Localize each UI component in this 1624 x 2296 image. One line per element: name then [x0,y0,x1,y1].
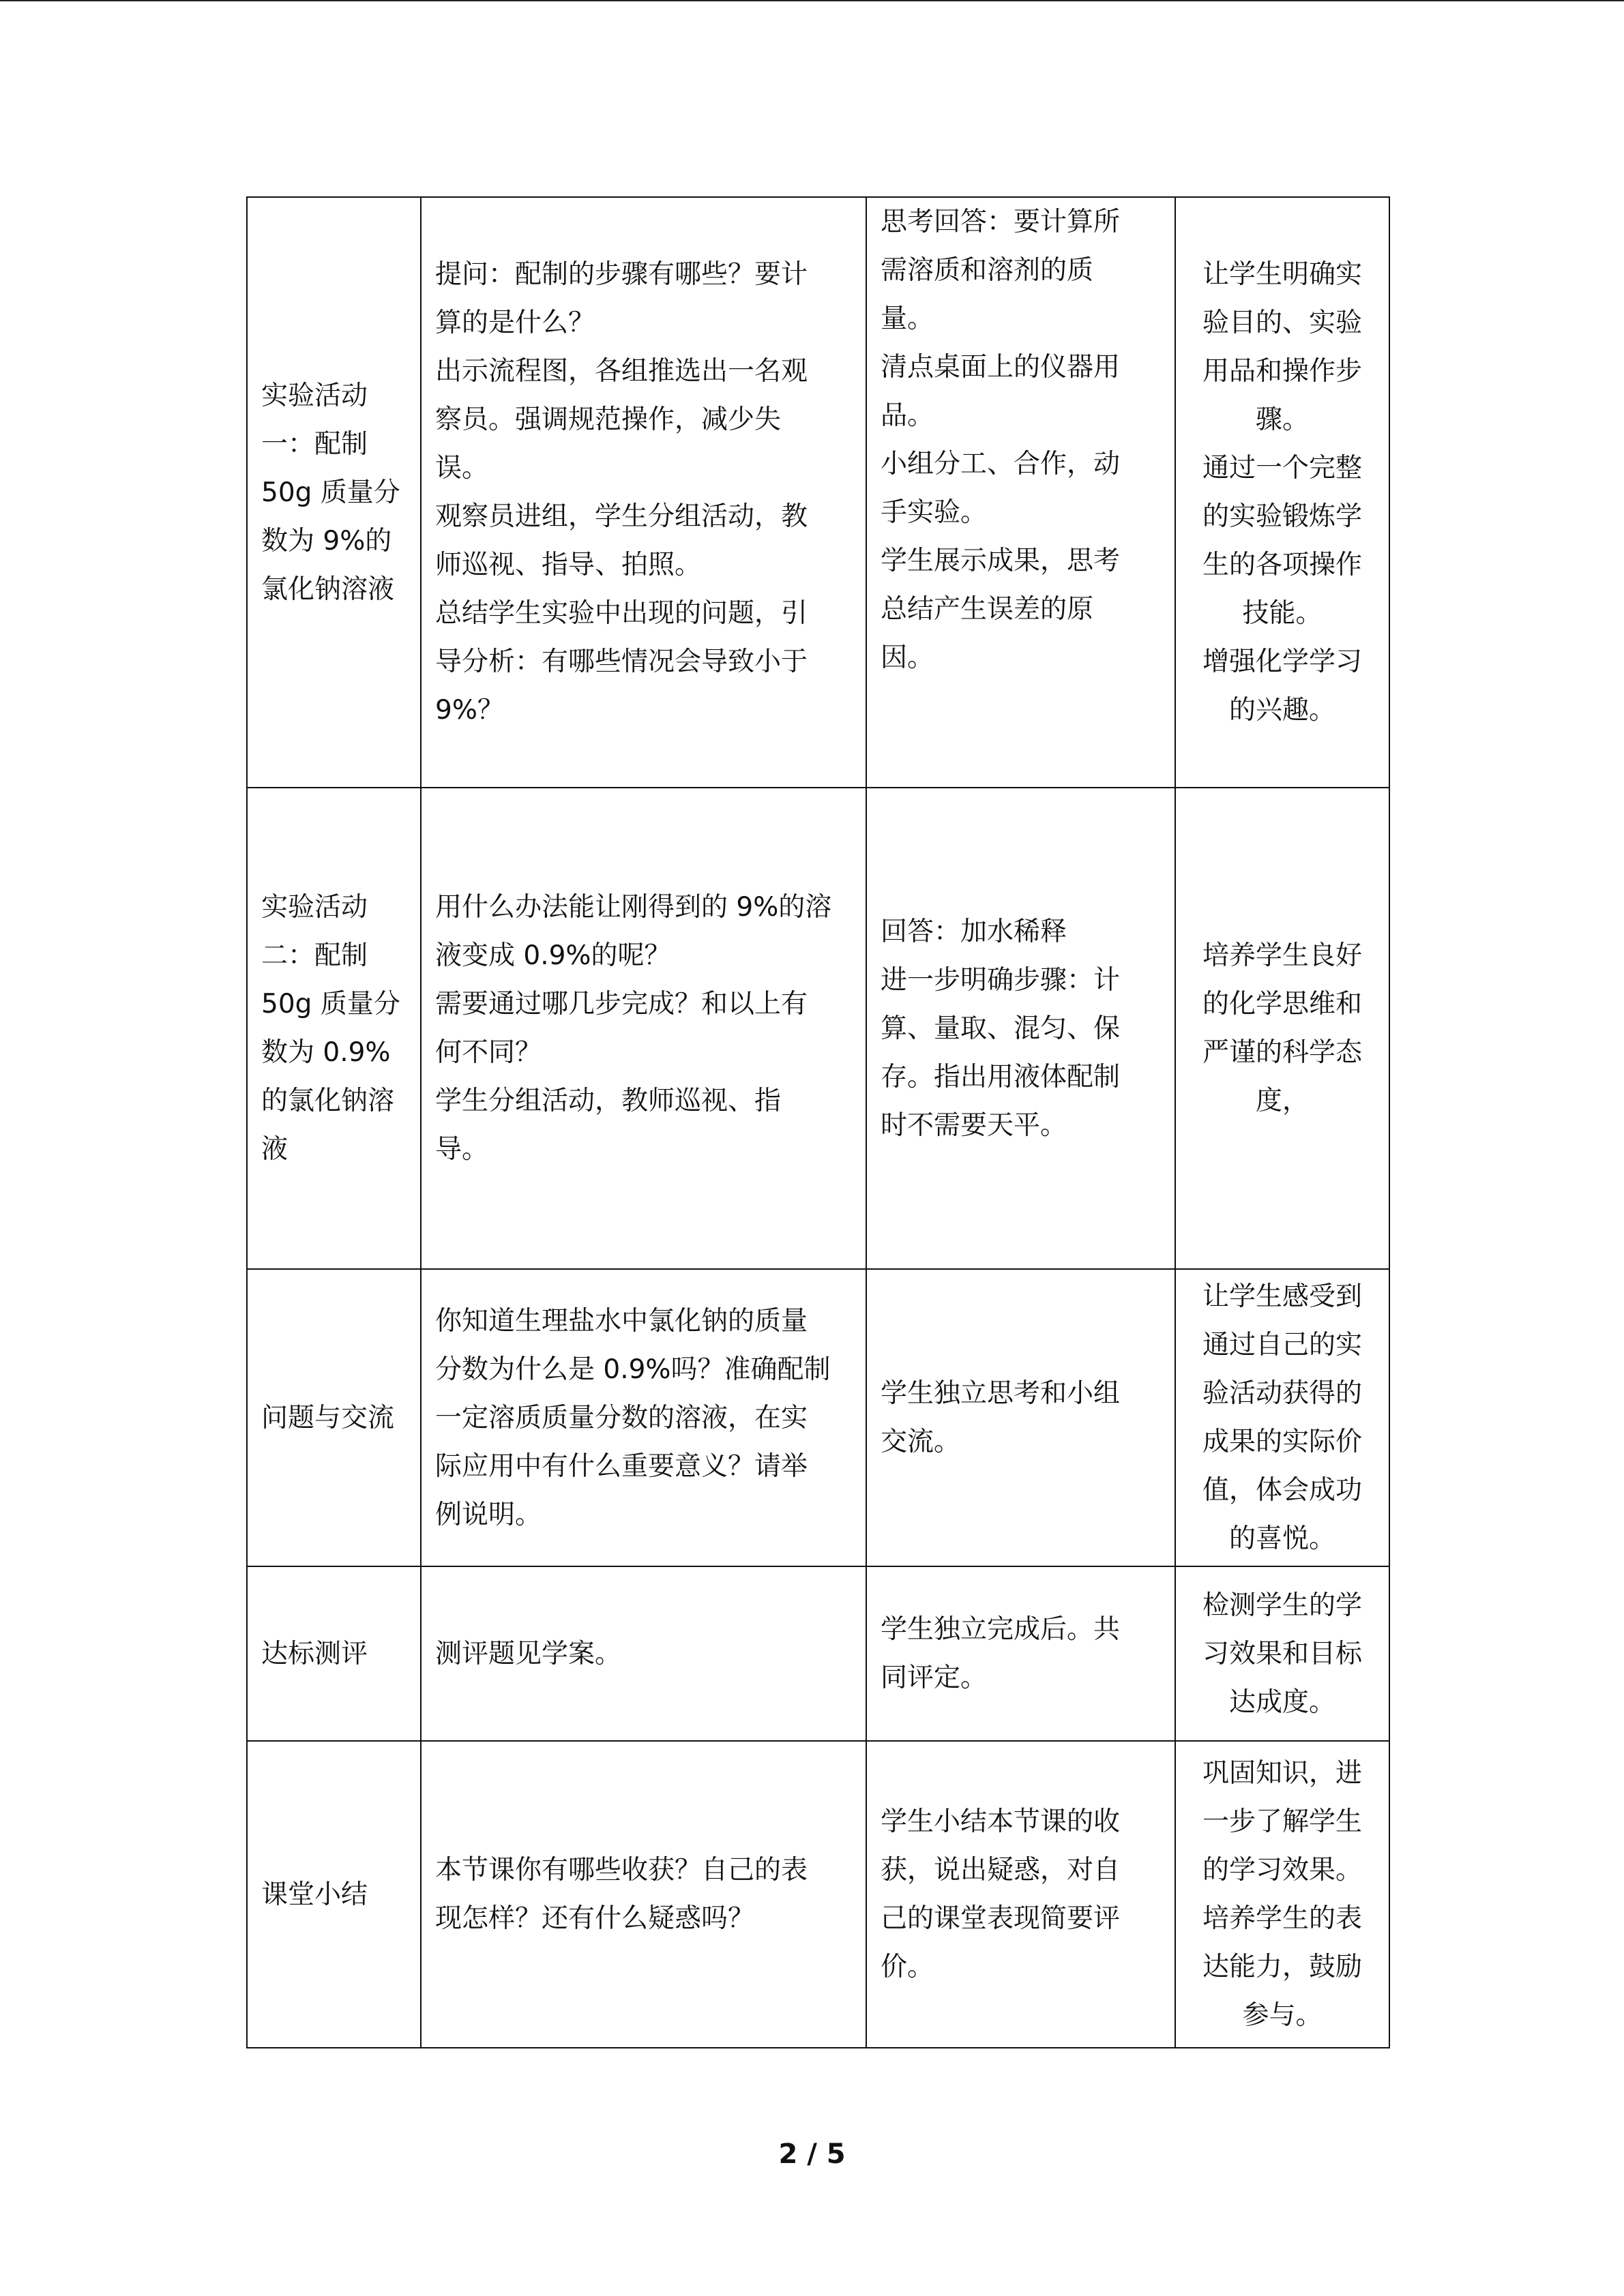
cell-text-line: 本节课你有哪些收获？自己的表 [435,1855,808,1885]
cell-text-line: 需要通过哪几步完成？和以上有 [435,989,808,1019]
student-activity-cell [866,1269,1175,1566]
cell-text-line: 导。 [435,1134,489,1165]
cell-text-line: 的兴趣。 [1228,695,1335,726]
cell-text-line: 液变成 0.9%的呢？ [435,940,671,971]
activity-cell [247,1566,421,1741]
lesson-plan-table [246,196,1390,2048]
cell-text-line: 实验活动 [261,892,368,923]
cell-text-line: 算、量取、混匀、保 [881,1013,1121,1044]
cell-text-line: 让学生感受到 [1202,1281,1362,1312]
cell-text-line: 的氯化钠溶 [261,1086,395,1116]
cell-text-line: 师巡视、指导、拍照。 [435,550,702,580]
cell-text-line: 参与。 [1242,2000,1323,2031]
student-activity-cell [866,197,1175,788]
cell-text-line: 品。 [881,400,934,431]
cell-text-line: 一定溶质质量分数的溶液，在实 [435,1402,808,1433]
cell-text-line: 思考回答：要计算所 [881,207,1121,237]
cell-text-line: 成果的实际价 [1202,1427,1362,1457]
cell-text-line: 交流。 [881,1427,961,1457]
cell-text-line: 增强化学学习 [1202,646,1362,677]
cell-text-line: 总结产生误差的原 [881,594,1094,625]
student-activity-cell [866,1566,1175,1741]
cell-text-line: 验目的、实验 [1202,308,1362,338]
cell-text-line: 获，说出疑惑，对自 [881,1855,1121,1885]
cell-text-line: 的学习效果。 [1202,1855,1362,1885]
cell-text-line: 导分析：有哪些情况会导致小于 [435,646,808,677]
cell-text-line: 课堂小结 [261,1879,368,1910]
cell-text-line: 问题与交流 [261,1402,395,1433]
design-intent-cell [1175,1269,1389,1566]
cell-text-line: 生的各项操作 [1202,550,1362,580]
cell-text-line: 检测学生的学 [1202,1590,1362,1621]
activity-cell [247,1269,421,1566]
cell-text-line: 的实验锻炼学 [1202,501,1362,532]
table-row [247,1269,1389,1566]
teacher-activity-cell [421,788,866,1269]
cell-text-line: 的化学思维和 [1202,989,1362,1019]
cell-text-line: 达标测评 [261,1638,368,1669]
cell-text-line: 培养学生的表 [1202,1903,1362,1934]
cell-text-line: 骤。 [1255,404,1309,435]
teacher-activity-cell [421,197,866,788]
design-intent-cell [1175,788,1389,1269]
cell-text-line: 技能。 [1242,598,1323,629]
cell-text-line: 学生小结本节课的收 [881,1806,1121,1837]
cell-text-line: 通过自己的实 [1202,1330,1362,1360]
cell-text-line: 观察员进组，学生分组活动，教 [435,501,808,532]
cell-text-line: 你知道生理盐水中氯化钠的质量 [435,1305,808,1337]
student-activity-cell [866,1741,1175,2048]
design-intent-cell [1175,1741,1389,2048]
cell-text-line: 己的课堂表现简要评 [881,1903,1121,1934]
teacher-activity-cell [421,1269,866,1566]
cell-text-line: 习效果和目标 [1202,1638,1362,1669]
cell-text-line: 数为 0.9% [261,1037,391,1068]
cell-text-line: 巩固知识，进 [1202,1758,1362,1789]
design-intent-cell [1175,197,1389,788]
cell-text-line: 手实验。 [881,497,988,528]
cell-text-line: 分数为什么是 0.9%吗？准确配制 [435,1354,831,1385]
page-top-border [0,0,1624,1]
cell-text-line: 通过一个完整 [1202,453,1362,483]
cell-text-line: 价。 [881,1952,934,1982]
cell-text-line: 数为 9%的 [261,525,392,556]
cell-text-line: 回答：加水稀释 [881,916,1067,947]
activity-cell [247,197,421,788]
cell-text-line: 用品和操作步 [1202,356,1362,387]
cell-text-line: 量。 [881,303,934,334]
cell-text-line: 实验活动 [261,380,368,411]
cell-text-line: 同评定。 [881,1663,988,1693]
table-row [247,788,1389,1269]
cell-text-line: 总结学生实验中出现的问题，引 [435,598,808,629]
cell-text-line: 用什么办法能让刚得到的 9%的溶 [435,892,832,923]
cell-text-line: 度， [1255,1086,1309,1116]
cell-text-line: 察员。强调规范操作，减少失 [435,404,782,435]
cell-text-line: 算的是什么？ [435,308,595,338]
table-row [247,1566,1389,1741]
teacher-activity-cell [421,1566,866,1741]
cell-text-line: 让学生明确实 [1202,259,1362,290]
cell-text-line: 例说明。 [435,1499,542,1530]
design-intent-cell [1175,1566,1389,1741]
cell-text-line: 存。指出用液体配制 [881,1061,1121,1092]
cell-text-line: 提问：配制的步骤有哪些？要计 [435,259,808,290]
cell-text-line: 测评题见学案。 [435,1638,622,1669]
cell-text-line: 培养学生良好 [1202,940,1362,971]
teacher-activity-cell [421,1741,866,2048]
cell-text-line: 一：配制 [261,428,368,460]
cell-text-line: 出示流程图，各组推选出一名观 [435,356,808,387]
cell-text-line: 小组分工、合作，动 [881,449,1121,479]
cell-text-line: 达能力，鼓励 [1202,1952,1362,1982]
cell-text-line: 值，体会成功 [1202,1475,1362,1506]
cell-text-line: 达成度。 [1228,1686,1335,1718]
activity-cell [247,788,421,1269]
activity-cell [247,1741,421,2048]
cell-text-line: 氯化钠溶液 [261,573,395,605]
cell-text-line: 误。 [435,453,489,483]
cell-text-line: 9%？ [435,695,504,726]
cell-text-line: 因。 [881,642,934,673]
cell-text-line: 际应用中有什么重要意义？请举 [435,1450,808,1482]
cell-text-line: 验活动获得的 [1202,1378,1362,1409]
cell-text-line: 需溶质和溶剂的质 [881,255,1094,286]
table-row [247,1741,1389,2048]
cell-text-line: 进一步明确步骤：计 [881,964,1121,996]
table-row [247,197,1389,788]
cell-text-line: 何不同？ [435,1037,542,1068]
cell-text-line: 一步了解学生 [1202,1806,1362,1837]
cell-text-line: 液 [261,1134,289,1165]
cell-text-line: 学生独立完成后。共 [881,1614,1121,1645]
page-number: 2 / 5 [778,2138,846,2170]
cell-text-line: 现怎样？还有什么疑惑吗？ [435,1903,755,1934]
cell-text-line: 50g 质量分 [261,477,400,508]
cell-text-line: 学生展示成果，思考 [881,546,1121,576]
cell-text-line: 学生分组活动，教师巡视、指 [435,1086,782,1116]
cell-text-line: 学生独立思考和小组 [881,1378,1121,1409]
cell-text-line: 清点桌面上的仪器用 [881,352,1121,383]
cell-text-line: 的喜悦。 [1228,1523,1335,1554]
cell-text-line: 二：配制 [261,940,368,971]
student-activity-cell [866,788,1175,1269]
cell-text-line: 50g 质量分 [261,989,400,1019]
cell-text-line: 时不需要天平。 [881,1109,1067,1141]
cell-text-line: 严谨的科学态 [1202,1037,1362,1068]
